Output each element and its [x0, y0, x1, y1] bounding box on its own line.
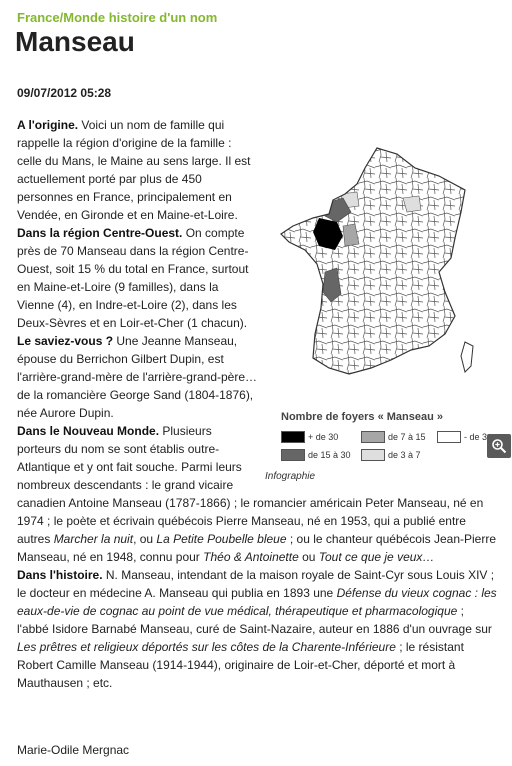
- paragraph-text: Plusieurs porteurs du nom se sont établis outre-Atlantique et y ont fait souche. Parmi leurs nombreux descendants : le grand vicaire canadien Antoine Manseau (1787-1866) ; le romancier américain Peter Manseau, né en 1974 ; le poète et écrivain québécois Pierre Manseau, né en 1953, qui a publié entre autres: [17, 424, 484, 546]
- paragraph-lead: Dans le Nouveau Monde.: [17, 424, 160, 438]
- paragraph-text: On compte près de 70 Manseau dans la région Centre-Ouest, soit 15 % du total en France, surtout en Maine-et-Loire (9 familles), dans la Vienne (4), en Indre-et-Loire (2), dans les Deux-Sèvres et en Loir-et-Cher (1 chacun).: [17, 226, 249, 330]
- publish-date: 09/07/2012 05:28: [17, 86, 112, 100]
- paragraph-lead: Le saviez-vous ?: [17, 334, 114, 348]
- book-title: Défense du vieux cognac : les eaux-de-vie de cognac au point de vue médical, thérapeutique et pharmacologique: [17, 586, 497, 618]
- legend-item: [281, 446, 351, 464]
- paragraph-text: ; l'abbé Isidore Barnabé Manseau, curé de Saint-Nazaire, auteur en 1886 d'un ouvrage sur: [17, 604, 492, 636]
- paragraph-lead: A l'origine.: [17, 118, 79, 132]
- legend-title: Nombre de foyers « Manseau »: [281, 411, 444, 423]
- map-figure: [265, 116, 497, 484]
- legend-swatch: [361, 431, 385, 443]
- legend-label: + de 30: [308, 432, 339, 442]
- paragraph-text: ; le résistant Robert Camille Manseau (1914-1944), originaire de Loir-et-Cher, déporté et mort à Mauthausen ; etc.: [17, 640, 464, 690]
- france-map: [279, 146, 479, 386]
- legend-label: - de 3: [464, 432, 488, 442]
- legend-swatch: [281, 431, 305, 443]
- paragraph-text: ou: [298, 550, 319, 564]
- legend-swatch: [361, 449, 385, 461]
- legend-swatch: [437, 431, 461, 443]
- book-title: Marcher la nuit: [53, 532, 134, 546]
- paragraph-text: Une Jeanne Manseau, épouse du Berrichon Gilbert Dupin, est l'arrière-grand-mère de l'arrière-grand-père… de la romancière George Sand (1804-1876), née Aurore Dupin.: [17, 334, 258, 420]
- legend-label: de 15 à 30: [308, 450, 351, 460]
- legend-item: [361, 428, 426, 446]
- paragraph-lead: Dans l'histoire.: [17, 568, 103, 582]
- legend-item: [361, 446, 421, 464]
- book-title: Les prêtres et religieux déportés sur les côtes de la Charente-Inférieure: [17, 640, 396, 654]
- paragraph-text: Voici un nom de famille qui rappelle la région d'origine de la famille : celle du Mans, le Maine au sens large. Il est actuellement porté par plus de 450 personnes en France, principalement en Vendée, en Gironde et en Maine-et-Loire.: [17, 118, 251, 222]
- zoom-button[interactable]: [487, 434, 511, 458]
- section-kicker[interactable]: France/Monde histoire d'un nom: [17, 10, 218, 25]
- song-title: Théo & Antoinette: [203, 550, 299, 564]
- legend-label: de 3 à 7: [388, 450, 421, 460]
- author-signature: Marie-Odile Mergnac: [17, 743, 130, 757]
- legend-item: [437, 428, 487, 446]
- zoom-in-icon: [491, 438, 507, 454]
- book-title: La Petite Poubelle bleue: [156, 532, 287, 546]
- legend-item: [281, 428, 338, 446]
- paragraph-text: N. Manseau, intendant de la maison royale de Saint-Cyr sous Louis XIV ; le docteur en médecine A. Manseau qui publia en 1893 une: [17, 568, 495, 600]
- paragraph-text: ; ou le chanteur québécois Jean-Pierre Manseau, né en 1948, connu pour: [17, 532, 496, 564]
- legend-label: de 7 à 15: [388, 432, 426, 442]
- paragraph-text: , ou: [133, 532, 157, 546]
- paragraph-history: [17, 566, 497, 692]
- article-title: Manseau: [15, 26, 135, 57]
- article-body: [17, 116, 497, 692]
- song-title: Tout ce que je veux…: [318, 550, 435, 564]
- paragraph-lead: Dans la région Centre-Ouest.: [17, 226, 183, 240]
- legend-swatch: [281, 449, 305, 461]
- figure-caption: Infographie: [265, 471, 316, 482]
